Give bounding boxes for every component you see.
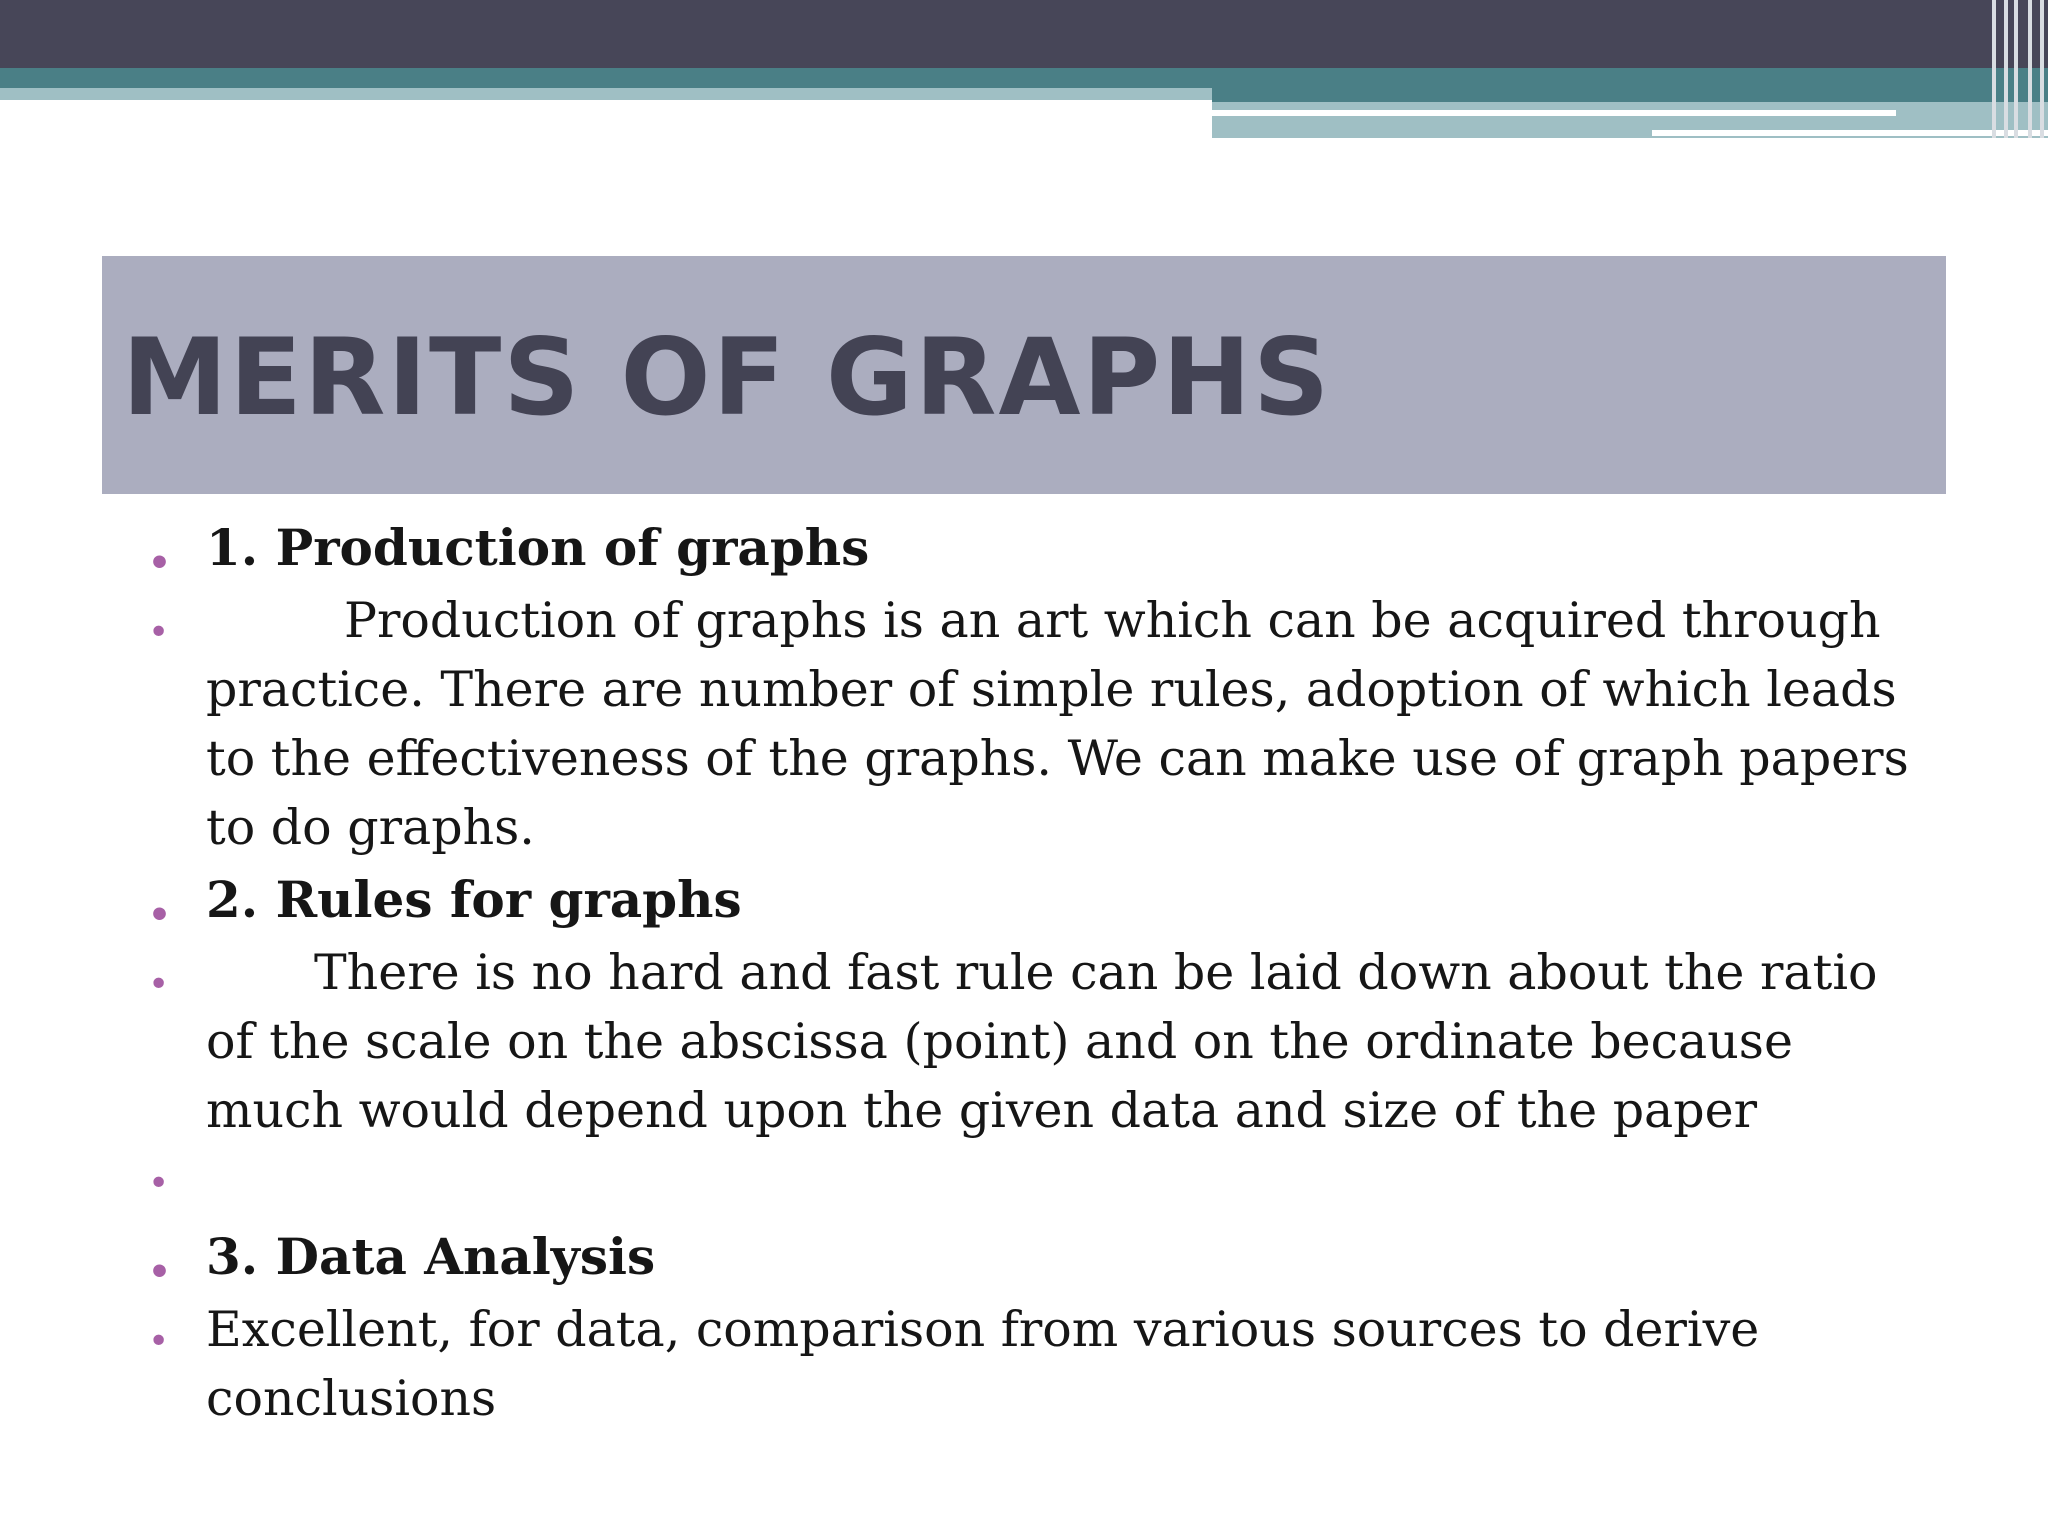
bullet-text: 3. Data Analysis	[206, 1227, 656, 1286]
title-box	[102, 256, 1946, 494]
bullet-item-paragraph	[140, 1295, 1920, 1433]
header-band-light-left	[0, 88, 1212, 100]
bullet-dot-icon: •	[148, 1321, 170, 1362]
bullet-text: Production of graphs is an art which can be acquired through practice. There are number of simple rules, adoption of which leads to the effectiveness of the graphs. We can make use of graph papers to do graphs.	[206, 592, 1909, 856]
bullet-dot-icon: •	[148, 964, 170, 1005]
header-white-line	[1212, 110, 1896, 116]
bullet-text: There is no hard and fast rule can be laid down about the ratio of the scale on the abscissa (point) and on the ordinate because much would depend upon the given data and size of the paper	[206, 944, 1878, 1139]
bullet-item-heading	[140, 862, 1920, 938]
header-band-dark	[0, 0, 2048, 68]
bullet-dot-icon: •	[148, 895, 172, 936]
header-band-teal	[0, 68, 2048, 88]
slide-title: MERITS OF GRAPHS	[122, 316, 1332, 439]
header-band-teal-right	[1212, 88, 2048, 102]
bullet-text: Excellent, for data, comparison from various sources to derive conclusions	[206, 1301, 1760, 1427]
bullet-text: 1. Production of graphs	[206, 518, 870, 577]
bullet-dot-icon: •	[148, 543, 172, 584]
bullet-item-paragraph	[140, 938, 1920, 1145]
bullet-item-empty	[140, 1145, 1920, 1219]
bullet-list	[140, 510, 1920, 1433]
bullet-dot-icon: •	[148, 1163, 170, 1204]
bullet-text: 2. Rules for graphs	[206, 870, 742, 929]
bullet-item-paragraph	[140, 586, 1920, 862]
bullet-item-heading	[140, 1219, 1920, 1295]
bullet-item-heading	[140, 510, 1920, 586]
bullet-dot-icon: •	[148, 1252, 172, 1293]
bullet-dot-icon: •	[148, 612, 170, 653]
header-stripes	[1984, 0, 2048, 138]
